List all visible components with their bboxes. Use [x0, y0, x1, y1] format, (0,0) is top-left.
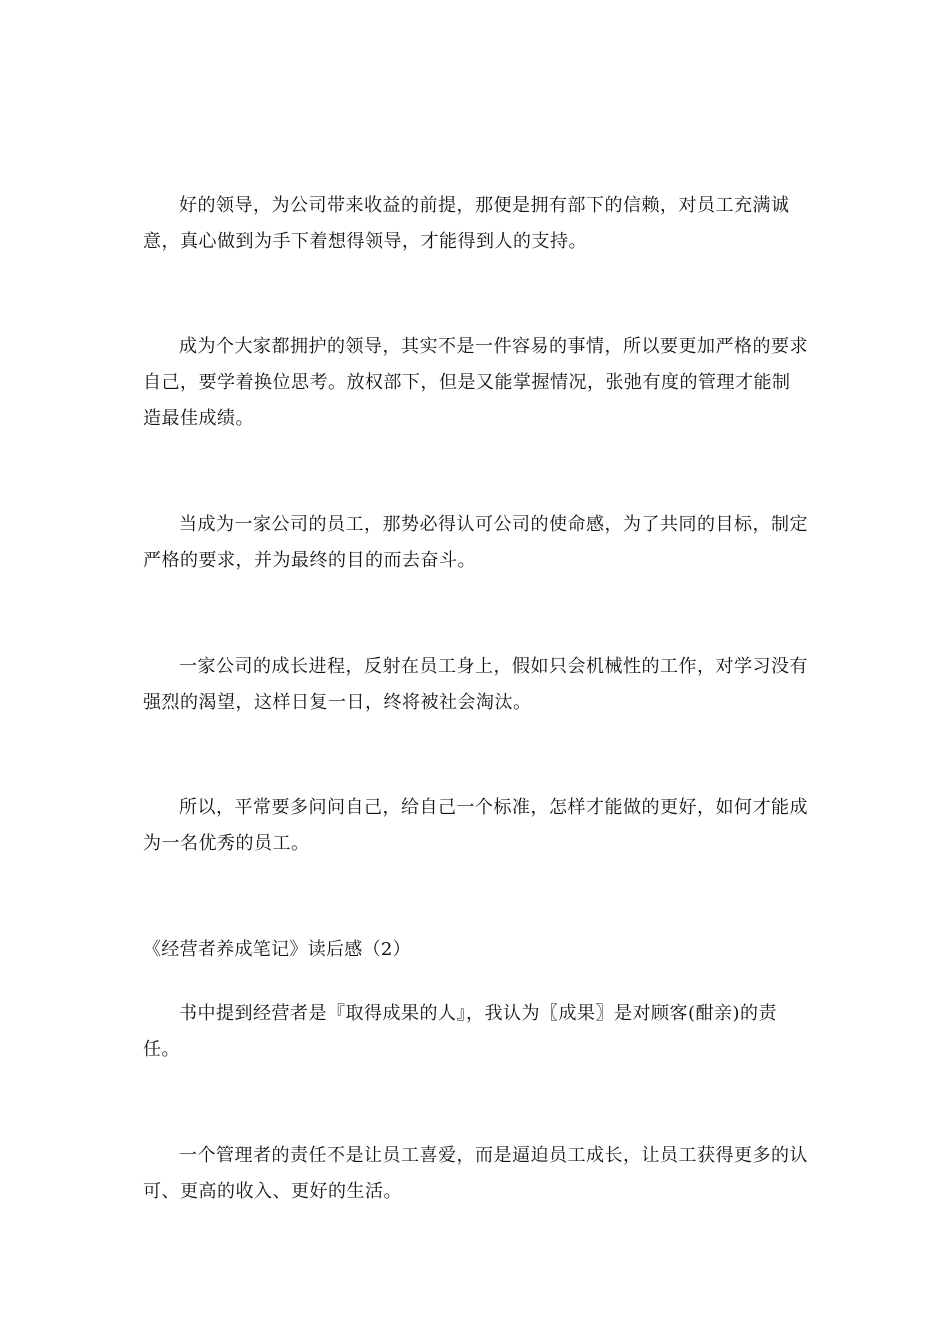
body-paragraph: 一个管理者的责任不是让员工喜爱，而是逼迫员工成长，让员工获得更多的认可、更高的收入、更好的生活。	[143, 1145, 808, 1202]
body-paragraph: 成为个大家都拥护的领导，其实不是一件容易的事情，所以要更加严格的要求自己，要学着换位思考。放权部下，但是又能掌握情况，张弛有度的管理才能制造最佳成绩。	[143, 336, 808, 429]
body-paragraph: 一家公司的成长进程，反射在员工身上，假如只会机械性的工作，对学习没有强烈的渴望，这样日复一日，终将被社会淘汰。	[143, 656, 808, 713]
body-paragraph: 当成为一家公司的员工，那势必得认可公司的使命感，为了共同的目标，制定严格的要求，并为最终的目的而去奋斗。	[143, 514, 808, 571]
body-paragraph: 书中提到经营者是『取得成果的人』，我认为〖成果〗是对顾客(酣亲)的责任。	[143, 1003, 778, 1060]
section-heading: 《经营者养成笔记》读后感（2）	[143, 939, 411, 960]
body-paragraph: 好的领导，为公司带来收益的前提，那便是拥有部下的信赖，对员工充满诚意，真心做到为手下着想得领导，才能得到人的支持。	[143, 195, 790, 252]
body-paragraph: 所以，平常要多问问自己，给自己一个标准，怎样才能做的更好，如何才能成为一名优秀的员工。	[143, 797, 808, 854]
